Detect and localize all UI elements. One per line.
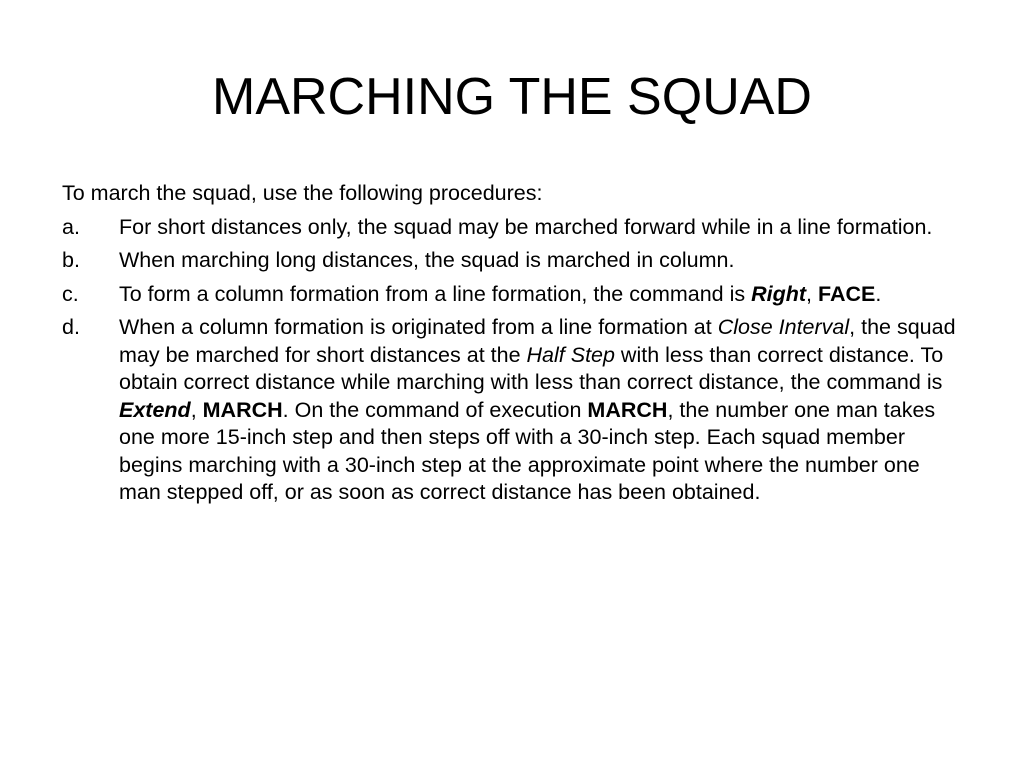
- text-segment: When a column formation is originated from a line formation at: [119, 315, 718, 339]
- text-segment: Extend: [119, 397, 191, 422]
- list-item-text: [119, 247, 962, 275]
- text-segment: ,: [806, 281, 818, 306]
- list-marker: c.: [62, 281, 79, 306]
- text-segment: Right: [751, 281, 807, 306]
- text-segment: FACE: [818, 281, 876, 306]
- text-segment: . On the command of execution: [282, 397, 588, 422]
- text-segment: .: [875, 281, 882, 306]
- text-segment: ,: [190, 397, 203, 422]
- list-marker: d.: [62, 315, 80, 339]
- procedure-list: [62, 214, 962, 507]
- slide-body: [62, 180, 962, 513]
- list-marker: a.: [62, 214, 80, 239]
- list-item: [62, 247, 962, 275]
- list-marker: b.: [62, 248, 80, 272]
- text-segment: Half Step: [526, 342, 615, 367]
- list-item: [62, 314, 962, 507]
- intro-text: To march the squad, use the following procedures:: [62, 181, 543, 205]
- list-item: [62, 214, 962, 242]
- text-segment: with less than correct distance. To obtain correct distance while marching with less than correct distance, the command is: [119, 342, 944, 394]
- list-item-text: [119, 281, 962, 309]
- list-item-text: [119, 314, 962, 507]
- text-segment: Close Interval: [717, 315, 850, 339]
- text-segment: , the squad may be marched for short distances at the: [119, 315, 956, 367]
- list-item-text: [119, 214, 962, 242]
- text-segment: MARCH: [587, 397, 668, 422]
- text-segment: When marching long distances, the squad is marched in column.: [119, 248, 735, 272]
- text-segment: , the number one man takes one more 15-inch step and then steps off with a 30-inch step. Each squad member begins marching with a 30-inch step at the approximate point where the number one man stepped off, or as soon as correct distance has been obtained.: [119, 397, 936, 504]
- text-segment: For short distances only, the squad may be marched forward while in a line formation.: [119, 214, 933, 239]
- slide-title: MARCHING THE SQUAD: [212, 68, 812, 126]
- text-segment: MARCH: [202, 397, 283, 422]
- text-segment: To form a column formation from a line formation, the command is: [119, 281, 752, 306]
- list-item: [62, 281, 962, 309]
